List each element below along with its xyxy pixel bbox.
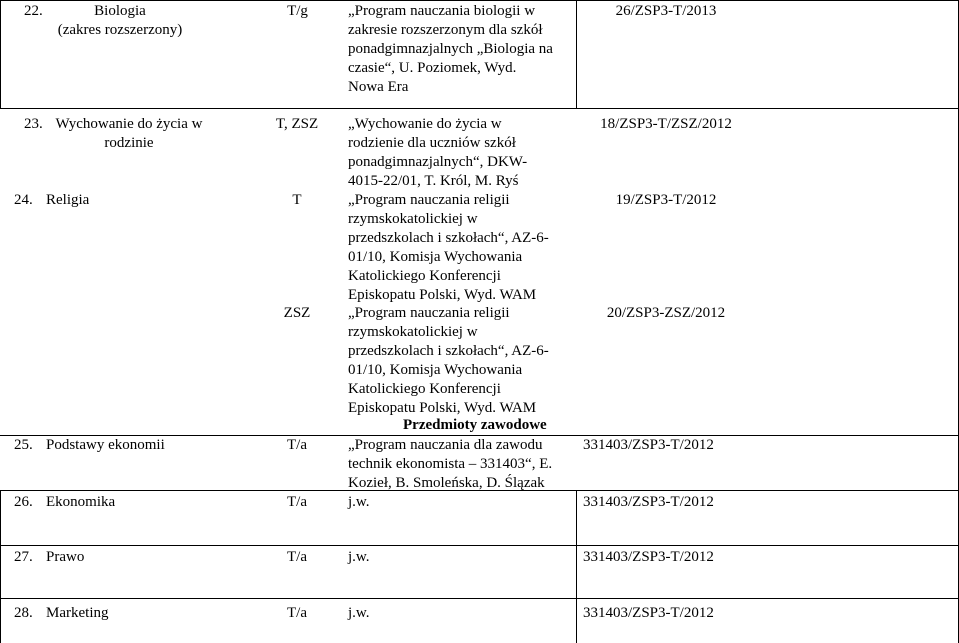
subject-name: Podstawy ekonomii (46, 437, 165, 453)
program-description: Nowa Era (348, 79, 409, 95)
program-description: „Program nauczania dla zawodu (348, 437, 543, 453)
program-number: 18/ZSP3-T/ZSZ/2012 (600, 116, 732, 132)
program-description: „Program nauczania religii (348, 192, 510, 208)
program-description: przedszkolach i szkołach“, AZ-6- (348, 230, 549, 246)
column-divider (576, 490, 577, 643)
row-divider (0, 598, 959, 599)
row-number: 27. (14, 549, 33, 565)
course-type: ZSZ (283, 305, 311, 321)
program-description: zakresie rozszerzonym dla szkół (348, 22, 543, 38)
subject-name: Ekonomika (46, 494, 116, 510)
program-description: ponadgimnazjalnych“, DKW- (348, 154, 528, 170)
program-description: czasie“, U. Poziomek, Wyd. (348, 60, 517, 76)
program-number: 331403/ZSP3-T/2012 (583, 549, 714, 565)
row-number: 26. (14, 494, 33, 510)
program-description: rodzienie dla uczniów szkół (348, 135, 516, 151)
section-heading: Przedmioty zawodowe (403, 417, 547, 433)
subject-name: (zakres rozszerzony) (57, 22, 183, 38)
program-number: 331403/ZSP3-T/2012 (583, 437, 714, 453)
course-type: T/a (287, 605, 307, 621)
row-number: 22. (24, 3, 43, 19)
row-divider (0, 108, 959, 109)
program-number: 19/ZSP3-T/2012 (615, 192, 717, 208)
program-description: Episkopatu Polski, Wyd. WAM (348, 287, 537, 303)
subject-name: Wychowanie do życia w (55, 116, 203, 132)
course-type: T/g (287, 3, 308, 19)
program-description: rzymskokatolickiej w (348, 211, 478, 227)
program-description: Katolickiego Konferencji (348, 381, 501, 397)
program-description: „Program nauczania biologii w (348, 3, 536, 19)
row-divider (0, 545, 959, 546)
program-description: 01/10, Komisja Wychowania (348, 362, 523, 378)
subject-name: Marketing (46, 605, 109, 621)
program-number: 331403/ZSP3-T/2012 (583, 605, 714, 621)
program-description: ponadgimnazjalnych „Biologia na (348, 41, 553, 57)
program-description: 01/10, Komisja Wychowania (348, 249, 523, 265)
subject-name: Prawo (46, 549, 85, 565)
program-number: 26/ZSP3-T/2013 (615, 3, 717, 19)
program-number: 331403/ZSP3-T/2012 (583, 494, 714, 510)
course-type: T (292, 192, 302, 208)
course-type: T/a (287, 494, 307, 510)
program-description: j.w. (348, 549, 370, 565)
course-type: T/a (287, 437, 307, 453)
course-type: T/a (287, 549, 307, 565)
program-description: technik ekonomista – 331403“, E. (348, 456, 553, 472)
subject-name: rodzinie (104, 135, 154, 151)
program-description: przedszkolach i szkołach“, AZ-6- (348, 343, 549, 359)
row-number: 25. (14, 437, 33, 453)
column-divider (0, 0, 1, 108)
program-description: Kozieł, B. Smoleńska, D. Ślązak (348, 475, 545, 491)
subject-name: Religia (46, 192, 90, 208)
program-description: „Wychowanie do życia w (348, 116, 502, 132)
program-description: rzymskokatolickiej w (348, 324, 478, 340)
program-description: 4015-22/01, T. Król, M. Ryś (348, 173, 519, 189)
program-description: Episkopatu Polski, Wyd. WAM (348, 400, 537, 416)
row-number: 23. (24, 116, 43, 132)
row-number: 28. (14, 605, 33, 621)
column-divider (0, 490, 1, 643)
row-divider (0, 0, 959, 1)
subject-name: Biologia (94, 3, 146, 19)
program-description: j.w. (348, 494, 370, 510)
program-description: j.w. (348, 605, 370, 621)
row-number: 24. (14, 192, 33, 208)
program-number: 20/ZSP3-ZSZ/2012 (606, 305, 726, 321)
program-description: Katolickiego Konferencji (348, 268, 501, 284)
course-type: T, ZSZ (275, 116, 319, 132)
program-description: „Program nauczania religii (348, 305, 510, 321)
